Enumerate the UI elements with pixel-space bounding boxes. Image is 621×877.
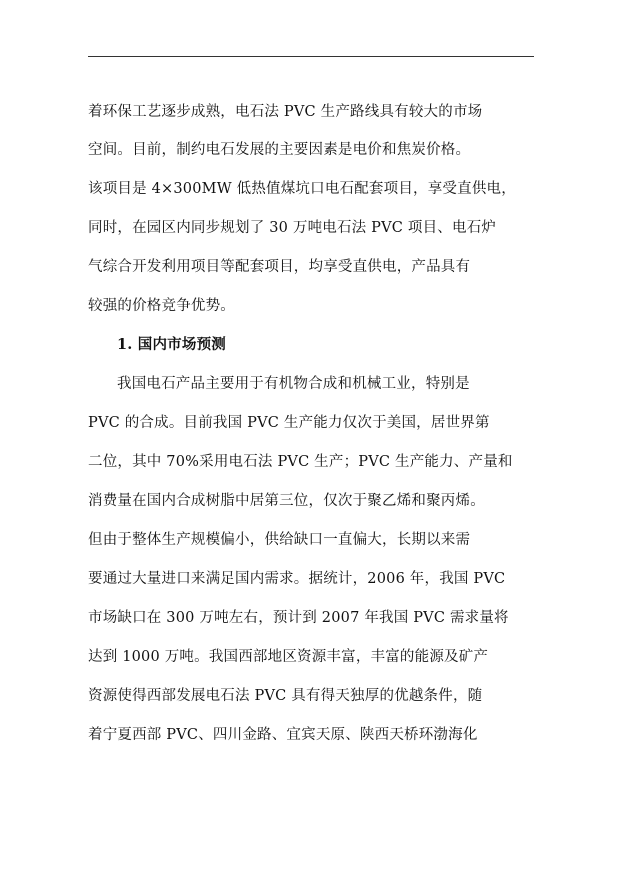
- paragraph-line: PVC 的合成。目前我国 PVC 生产能力仅次于美国，居世界第: [88, 415, 490, 431]
- section-heading: 1. 国内市场预测: [117, 336, 226, 353]
- paragraph-line: 着宁夏西部 PVC、四川金路、宜宾天原、陕西天桥环渤海化: [88, 727, 478, 743]
- paragraph-line: 着环保工艺逐步成熟，电石法 PVC 生产路线具有较大的市场: [88, 104, 483, 120]
- paragraph-line: 市场缺口在 300 万吨左右，预计到 2007 年我国 PVC 需求量将: [88, 610, 509, 626]
- header-rule: [88, 56, 534, 57]
- paragraph-line: 我国电石产品主要用于有机物合成和机械工业，特别是: [117, 376, 470, 392]
- paragraph-line: 但由于整体生产规模偏小，供给缺口一直偏大，长期以来需: [88, 532, 471, 548]
- paragraph-line: 该项目是 4×300MW 低热值煤坑口电石配套项目，享受直供电，: [88, 181, 516, 197]
- paragraph-line: 同时，在园区内同步规划了 30 万吨电石法 PVC 项目、电石炉: [88, 220, 497, 236]
- paragraph-line: 达到 1000 万吨。我国西部地区资源丰富，丰富的能源及矿产: [88, 649, 489, 665]
- paragraph-line: 二位，其中 70%采用电石法 PVC 生产；PVC 生产能力、产量和: [88, 454, 513, 470]
- paragraph-line: 要通过大量进口来满足国内需求。据统计，2006 年，我国 PVC: [88, 571, 506, 587]
- paragraph-line: 较强的价格竞争优势。: [88, 298, 235, 314]
- paragraph-line: 空间。目前，制约电石发展的主要因素是电价和焦炭价格。: [88, 142, 471, 158]
- paragraph-line: 资源使得西部发展电石法 PVC 具有得天独厚的优越条件，随: [88, 688, 483, 704]
- paragraph-line: 气综合开发利用项目等配套项目，均享受直供电，产品具有: [88, 259, 471, 275]
- paragraph-line: 消费量在国内合成树脂中居第三位，仅次于聚乙烯和聚丙烯。: [88, 493, 485, 509]
